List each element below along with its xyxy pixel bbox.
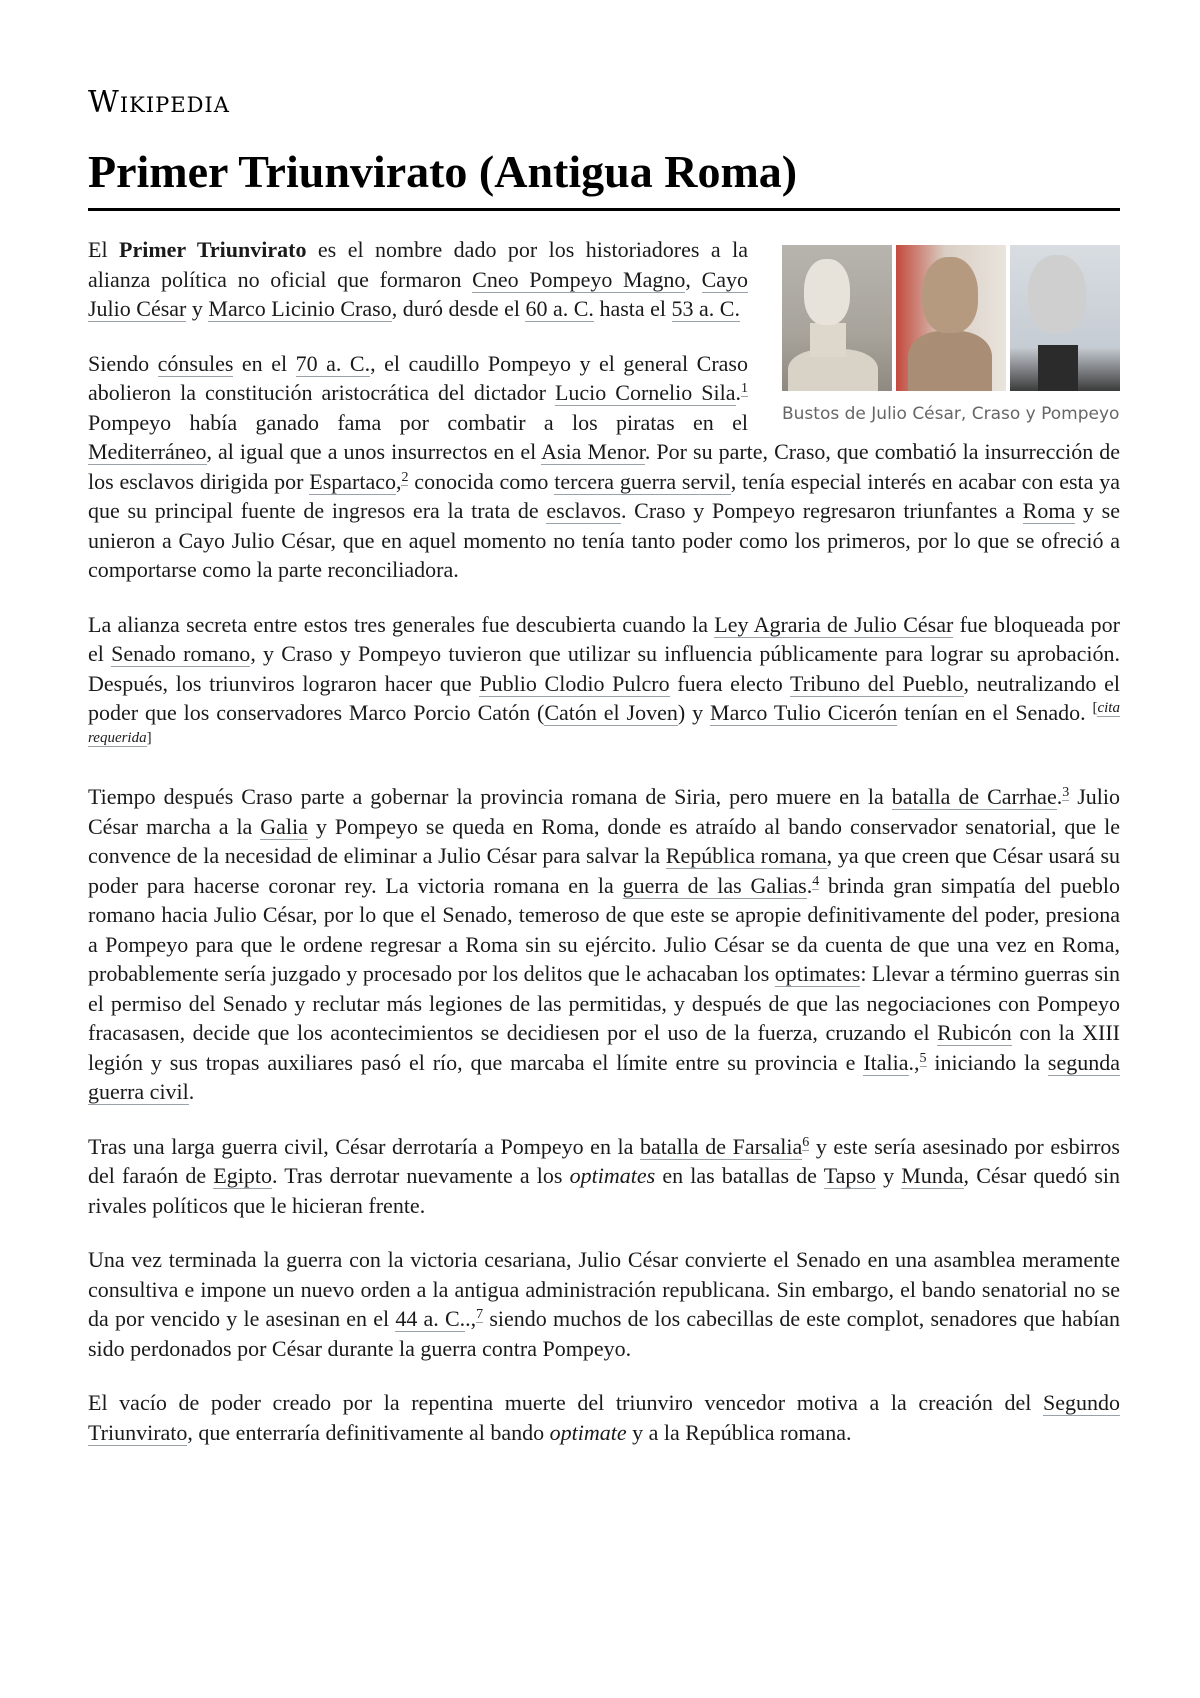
link-60-ac[interactable]: 60 a. C. bbox=[525, 296, 594, 321]
link-segundo-triunvirato[interactable]: Segundo Triunvirato bbox=[88, 1390, 1120, 1445]
link-craso[interactable]: Marco Licinio Craso bbox=[208, 296, 392, 321]
link-segunda-guerra-civil[interactable]: segunda guerra civil bbox=[88, 1049, 1120, 1104]
link-mediterraneo[interactable]: Mediterráneo bbox=[88, 439, 207, 464]
link-esclavos[interactable]: esclavos bbox=[546, 498, 621, 523]
link-44-ac[interactable]: 44 a. C. bbox=[395, 1306, 466, 1331]
link-optimates[interactable]: optimates bbox=[774, 961, 861, 986]
link-carrhae[interactable]: batalla de Carrhae bbox=[891, 784, 1057, 809]
ref-3[interactable]: 3 bbox=[1062, 785, 1070, 800]
article-body bbox=[88, 235, 1120, 1447]
bold-term: Primer Triunvirato bbox=[119, 237, 307, 262]
paragraph-6: Una vez terminada la guerra con la victoria cesariana, Julio César convierte el Senado en una asamblea meramente consultiva e impone un nuevo orden a la antigua administración republicana. Sin embargo, el bando senatorial no se da por vencido y le asesinan en el 44 a. C..,$^7$ siendo muchos de los cabecillas de este complot, senadores que habían sido perdonados por César durante la guerra contra Pompeyo. bbox=[88, 1247, 1120, 1361]
link-italia[interactable]: Italia bbox=[863, 1049, 909, 1075]
page-title: Primer Triunvirato (Antigua Roma) bbox=[88, 146, 798, 197]
link-clodio-pulcro[interactable]: Publio Clodio Pulcro bbox=[479, 670, 670, 696]
caesar-bust-image bbox=[782, 245, 892, 391]
link-70-ac[interactable]: 70 a. C. bbox=[295, 350, 371, 376]
paragraph-4: Tiempo después Craso parte a gobernar la provincia romana de Siria, pero muere en la batalla de Carrhae.$^3$ Julio César marcha a la Galia y Pompeyo se queda en Roma, donde es atraído al bando conservador senatorial, que le convence de la necesidad de eliminar a Julio César para salvar la República romana, ya que creen que César usará su poder para hacerse coronar rey. La victoria romana en la guerra de las Galias.$^4$ brinda gran simpatía del pueblo romano hacia Julio César, por lo que el Senado, temeroso de que este se apropie definitivamente del poder, presiona a Pompeyo para que le ordene regresar a Roma sin su ejército. Julio César se da cuenta de que una vez en Roma, probablemente sería juzgado y procesado por los delitos que le achacaban los optimates: Llevar a término guerras sin el permiso del Senado y reclutar más legiones de las permitidas, y después de que las negociaciones con Pompeyo fracasasen, decide que los acontecimientos se decidiesen por el uso de la fuerza, cruzando el Rubicón con la XIII legión y sus tropas auxiliares pasó el río, que marcaba el límite entre su provincia e Italia.,$^5$ iniciando la segunda guerra civil. bbox=[88, 784, 1121, 1104]
link-egipto[interactable]: Egipto bbox=[213, 1163, 272, 1188]
paragraph-intro: El Primer Triunvirato es el nombre dado por los historiadores a la alianza política no oficial que formaron Cneo Pompeyo Magno, Cayo Julio César y Marco Licinio Craso, duró desde el 60 a. C. hasta el 53 a. C. bbox=[88, 237, 749, 321]
pompey-bust-image bbox=[1010, 245, 1120, 391]
link-53-ac[interactable]: 53 a. C. bbox=[671, 296, 740, 321]
ref-5[interactable]: 5 bbox=[919, 1050, 927, 1066]
citation-needed[interactable]: [cita requerida] bbox=[88, 700, 1120, 746]
link-tribuno[interactable]: Tribuno del Pueblo bbox=[790, 670, 964, 696]
link-tercera-guerra-servil[interactable]: tercera guerra servil bbox=[554, 468, 731, 494]
link-ley-agraria[interactable]: Ley Agraria de Julio César bbox=[714, 611, 954, 637]
link-pompeyo[interactable]: Cneo Pompeyo Magno bbox=[472, 266, 686, 292]
link-ciceron[interactable]: Marco Tulio Cicerón bbox=[710, 700, 898, 725]
crassus-bust-image bbox=[896, 245, 1006, 391]
link-julio-cesar[interactable]: Cayo Julio César bbox=[88, 266, 749, 321]
link-asia-menor[interactable]: Asia Menor bbox=[541, 439, 645, 464]
link-roma[interactable]: Roma bbox=[1022, 498, 1076, 523]
link-caton[interactable]: Catón el Joven bbox=[544, 700, 678, 725]
title-divider bbox=[88, 208, 1120, 211]
ref-4[interactable]: 4 bbox=[812, 873, 820, 889]
paragraph-3: La alianza secreta entre estos tres generales fue descubierta cuando la Ley Agraria de Julio César fue bloqueada por el Senado romano, y Craso y Pompeyo tuvieron que utilizar su influencia públicamente para lograr su aprobación. Después, los triunviros lograron hacer que Publio Clodio Pulcro fuera electo Tribuno del Pueblo, neutralizando el poder que los conservadores Marco Porcio Catón (Catón el Joven) y Marco Tulio Cicerón tenían en el Senado. [cita requerida] bbox=[88, 611, 1120, 746]
link-senado-romano[interactable]: Senado romano bbox=[111, 641, 251, 666]
page bbox=[88, 84, 1120, 1472]
link-munda[interactable]: Munda bbox=[901, 1163, 964, 1188]
infobox bbox=[782, 245, 1120, 429]
link-republica-romana[interactable]: República romana bbox=[665, 843, 827, 868]
link-guerra-galias[interactable]: guerra de las Galias bbox=[622, 872, 807, 898]
paragraph-2: Siendo cónsules en el 70 a. C., el caudillo Pompeyo y el general Craso abolieron la constitución aristocrática del dictador Lucio Cornelio Sila.$^1$ Pompeyo había ganado fama por combatir a los piratas en el Mediterráneo, al igual que a unos insurrectos en el Asia Menor. Por su parte, Craso, que combatió la insurrección de los esclavos dirigida por Espartaco,$^2$ conocida como tercera guerra servil, tenía especial interés en acabar con esta ya que su principal fuente de ingresos era la trata de esclavos. Craso y Pompeyo regresaron triunfantes a Roma y se unieron a Cayo Julio César, que en aquel momento no tenía tanto poder como los primeros, por lo que se ofreció a comportarse como la parte reconciliadora. bbox=[88, 350, 1121, 582]
wikipedia-logo[interactable]: Wikipedia bbox=[88, 85, 230, 120]
link-tapso[interactable]: Tapso bbox=[823, 1163, 876, 1188]
ref-6[interactable]: 6 bbox=[802, 1134, 810, 1150]
paragraph-7: El vacío de poder creado por la repentina muerte del triunviro vencedor motiva a la creación del Segundo Triunvirato, que enterraría definitivamente al bando optimate y a la República romana. bbox=[88, 1390, 1120, 1445]
ref-7[interactable]: 7 bbox=[476, 1307, 484, 1322]
link-rubicon[interactable]: Rubicón bbox=[937, 1020, 1012, 1045]
link-farsalia[interactable]: batalla de Farsalia bbox=[640, 1133, 803, 1159]
busts-image[interactable] bbox=[782, 245, 1120, 391]
link-galia[interactable]: Galia bbox=[260, 813, 308, 839]
ref-1[interactable]: 1 bbox=[741, 381, 748, 396]
image-caption: Bustos de Julio César, Craso y Pompeyo bbox=[782, 404, 1120, 424]
link-espartaco[interactable]: Espartaco bbox=[309, 468, 396, 494]
link-consules[interactable]: cónsules bbox=[157, 350, 234, 376]
paragraph-5: Tras una larga guerra civil, César derrotaría a Pompeyo en la batalla de Farsalia$^6$ y este sería asesinado por esbirros del faraón de Egipto. Tras derrotar nuevamente a los optimates en las batallas de Tapso y Munda, César quedó sin rivales políticos que le hicieran frente. bbox=[88, 1133, 1121, 1218]
ref-2[interactable]: 2 bbox=[401, 469, 409, 485]
link-sila[interactable]: Lucio Cornelio Sila bbox=[554, 380, 736, 405]
